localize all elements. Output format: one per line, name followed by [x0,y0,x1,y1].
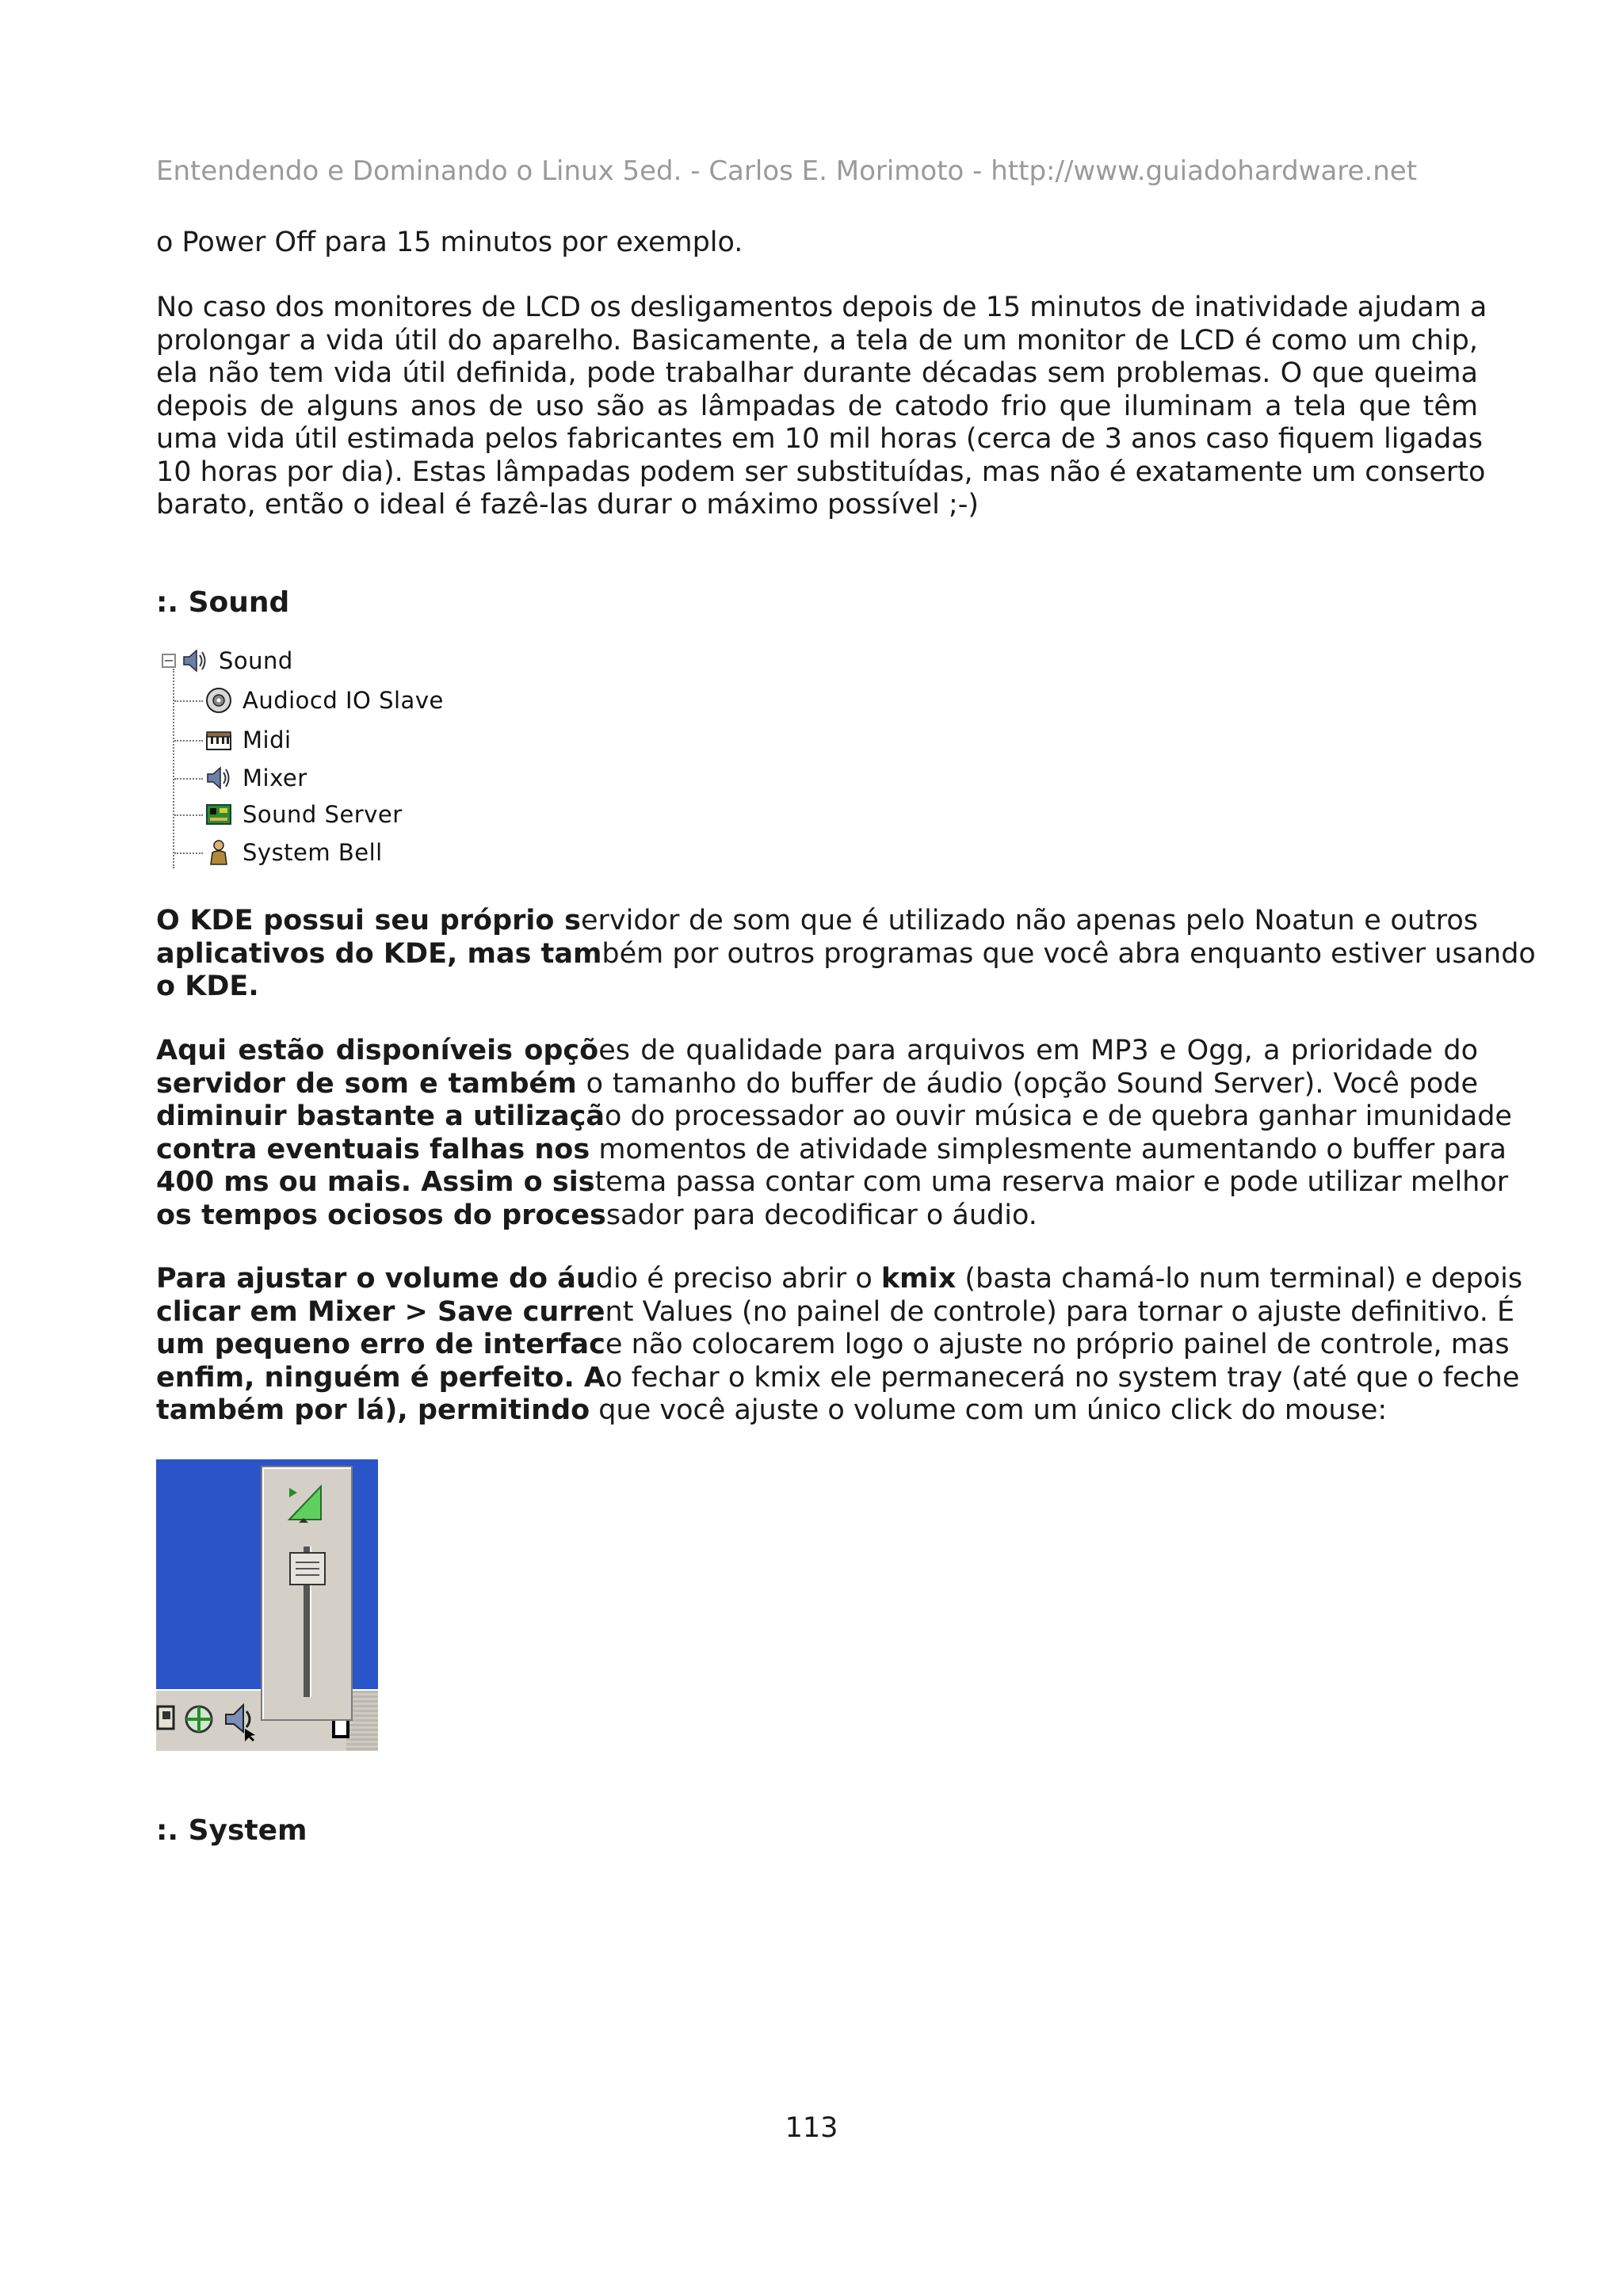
volume-paragraph [156,1263,1523,1428]
kmix-command: kmix [880,1263,957,1295]
volume-line [156,1263,1523,1296]
text-run: bém por outros programas que você abra enquanto estiver usando [601,937,1536,970]
volume-popup[interactable] [261,1466,353,1721]
lcd-line: 10 horas por dia). Estas lâmpadas podem ser substituídas, mas não é exatamente um conserto [156,456,1486,488]
tree-node-audiocd[interactable] [204,685,444,716]
volume-level-icon [286,1482,326,1523]
tree-connector [174,740,203,742]
text-run: tema passa contar com uma reserva maior e pode utilizar melhor [594,1166,1509,1198]
volume-slider-thumb[interactable] [289,1552,326,1585]
bold-run: servidor de som e também [156,1067,577,1100]
tree-connector [174,700,203,702]
intro-paragraph [156,227,1478,260]
page-number: 113 [785,2112,838,2144]
bold-run: Para ajustar o volume do áu [156,1263,596,1295]
running-header: Entendendo e Dominando o Linux 5ed. - Carlos E. Morimoto - http://www.guiadohardware.net [156,155,1418,187]
options-line [156,1068,1478,1101]
tree-branch-line [173,669,174,868]
text-run: que você ajuste o volume com um único click do mouse: [590,1394,1388,1426]
text-run: dio é preciso abrir o [595,1263,881,1295]
bold-run: diminuir bastante a utilizaçã [156,1100,605,1132]
bold-run: um pequeno erro de interfac [156,1329,605,1360]
text-run: ervidor de som que é utilizado não apenas pelo Noatun e outros [580,905,1478,936]
lcd-line: barato, então o ideal é fazê-las durar o máximo possível ;-) [156,489,980,521]
bold-run: também por lá), permitindo [156,1394,590,1426]
lcd-line: prolongar a vida útil do aparelho. Basicamente, a tela de um monitor de LCD é como um chip, [156,324,1478,357]
piano-keyboard-icon [204,726,233,754]
text-run: es de qualidade para arquivos em MP3 e Ogg, a prioridade do [598,1035,1478,1066]
volume-tray-icon[interactable] [223,1700,259,1741]
lcd-paragraph [156,292,1487,522]
speaker-icon [181,646,209,675]
text-run: nt Values (no painel de controle) para tornar o ajuste definitivo. É [605,1295,1515,1328]
bold-run: aplicativos do KDE, mas tam [156,937,602,970]
options-paragraph [156,1035,1512,1232]
bold-run: contra eventuais falhas nos [156,1133,590,1165]
bold-run: o KDE. [156,971,259,1002]
tree-node-label: Sound Server [242,801,403,828]
tray-app-icon[interactable] [156,1702,180,1733]
intro-line: o Power Off para 15 minutos por exemplo. [156,227,743,258]
sound-tree [162,645,510,875]
bold-run: os tempos ociosos do proces [156,1199,606,1231]
volume-line [156,1295,1515,1329]
speaker-icon [204,764,233,792]
volume-line [156,1394,1478,1428]
options-line [156,1035,1478,1068]
lcd-line: No caso dos monitores de LCD os desligamentos depois de 15 minutos de inatividade ajudam a [156,292,1487,323]
lcd-line: uma vida útil estimada pelos fabricantes em 10 mil horas (cerca de 3 anos caso fiquem ligadas [156,423,1484,455]
kde-paragraph [156,905,1536,1004]
section-title-sound: :. Sound [156,586,290,619]
tree-node-label: Audiocd IO Slave [242,687,444,714]
tree-node-label: Mixer [242,765,307,791]
text-run: o fechar o kmix ele permanecerá no system tray (até que o feche [605,1361,1520,1394]
sound-card-icon [204,800,233,829]
text-run: (basta chamá-lo num terminal) e depois [956,1263,1523,1295]
text-run: e não colocarem logo o ajuste no próprio painel de controle, mas [605,1329,1510,1360]
tree-node-sound[interactable] [162,645,293,677]
bold-run: clicar em Mixer > Save curre [156,1295,605,1328]
section-title-system: :. System [156,1814,307,1847]
text-run: sador para decodificar o áudio. [605,1199,1037,1231]
tree-node-system-bell[interactable] [204,837,383,868]
kde-line [156,937,1536,971]
options-line [156,1133,1507,1167]
bold-run: Aqui estão disponíveis opçõ [156,1035,599,1066]
volume-screenshot [156,1459,378,1751]
bold-run: enfim, ninguém é perfeito. A [156,1361,606,1394]
bold-run: O KDE possui seu próprio s [156,905,581,936]
tree-node-mixer[interactable] [204,762,307,794]
volume-line [156,1329,1510,1362]
person-bell-icon [204,838,233,867]
tree-connector [174,814,203,816]
tree-node-label: Midi [242,727,292,753]
options-line [156,1100,1512,1134]
lcd-line: ela não tem vida útil definida, pode trabalhar durante décadas sem problemas. O que queima [156,357,1478,389]
tree-node-sound-server[interactable] [204,799,403,830]
tree-connector [174,852,203,854]
lcd-line: depois de alguns anos de uso são as lâmpadas de catodo frio que iluminam a tela que têm [156,390,1478,422]
text-run: momentos de atividade simplesmente aumentando o buffer para [590,1133,1507,1165]
volume-line [156,1361,1520,1395]
options-line [156,1199,1478,1233]
kde-line [156,905,1478,938]
text-run: o tamanho do buffer de áudio (opção Sound Server). Você pode [576,1067,1478,1100]
tree-node-midi[interactable] [204,724,292,756]
tray-network-icon[interactable] [183,1703,215,1735]
collapse-icon[interactable]: − [162,654,176,668]
cd-icon [204,686,233,715]
tree-node-label: Sound [219,647,293,674]
bold-run: 400 ms ou mais. Assim o sis [156,1166,595,1198]
tree-node-label: System Bell [242,839,383,866]
kde-line [156,971,1478,1004]
options-line [156,1166,1509,1199]
text-run: o do processador ao ouvir música e de quebra ganhar imunidade [605,1100,1512,1132]
tree-connector [174,778,203,780]
